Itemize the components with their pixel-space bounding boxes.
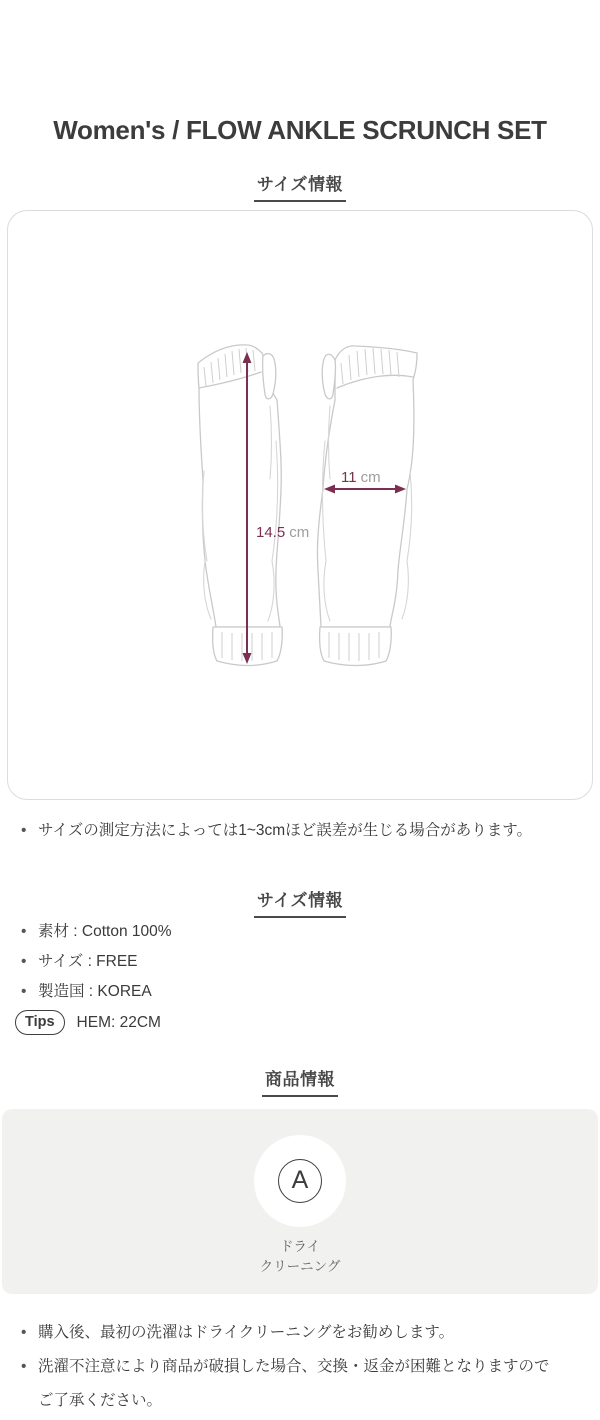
size-diagram-heading: サイズ情報 xyxy=(254,170,346,202)
care-label-line2: クリーニング xyxy=(259,1259,341,1274)
size-info-item-size: • サイズ : FREE xyxy=(20,953,580,970)
legwarmer-illustration xyxy=(8,211,592,799)
care-instruction-label xyxy=(2,1237,598,1277)
product-note-damage: • 洗濯不注意により商品が破損した場合、交換・返金が困難となりますのでご了承ください。 xyxy=(20,1350,558,1418)
length-measurement-label: 14.5 cm xyxy=(256,524,310,541)
size-info-item-country: • 製造国 : KOREA xyxy=(20,983,580,1000)
product-note-washing: • 購入後、最初の洗濯はドライクリーニングをお勧めします。 xyxy=(20,1316,558,1350)
size-info-item-material: • 素材 : Cotton 100% xyxy=(20,923,580,940)
tips-badge: Tips xyxy=(15,1010,65,1035)
product-notes xyxy=(20,1316,558,1418)
size-diagram-box xyxy=(7,210,593,800)
care-label-line1: ドライ xyxy=(279,1239,321,1254)
width-measurement-label: 11 cm xyxy=(341,469,381,486)
product-info-panel xyxy=(2,1109,598,1294)
tips-row xyxy=(15,1010,161,1035)
size-info-list xyxy=(20,923,580,1013)
care-symbol-letter: A xyxy=(278,1159,322,1203)
tips-value: HEM: 22CM xyxy=(76,1013,161,1031)
product-info-heading-row xyxy=(0,1065,600,1097)
dry-cleaning-icon xyxy=(254,1135,346,1227)
product-title: Women's / FLOW ANKLE SCRUNCH SET xyxy=(53,115,547,146)
measurement-note: • サイズの測定方法によっては1~3cmほど誤差が生じる場合があります。 xyxy=(20,820,600,842)
size-info-heading: サイズ情報 xyxy=(254,886,346,918)
size-info-heading-row xyxy=(0,886,600,918)
product-info-heading: 商品情報 xyxy=(262,1065,338,1097)
size-diagram-heading-row xyxy=(0,170,600,202)
